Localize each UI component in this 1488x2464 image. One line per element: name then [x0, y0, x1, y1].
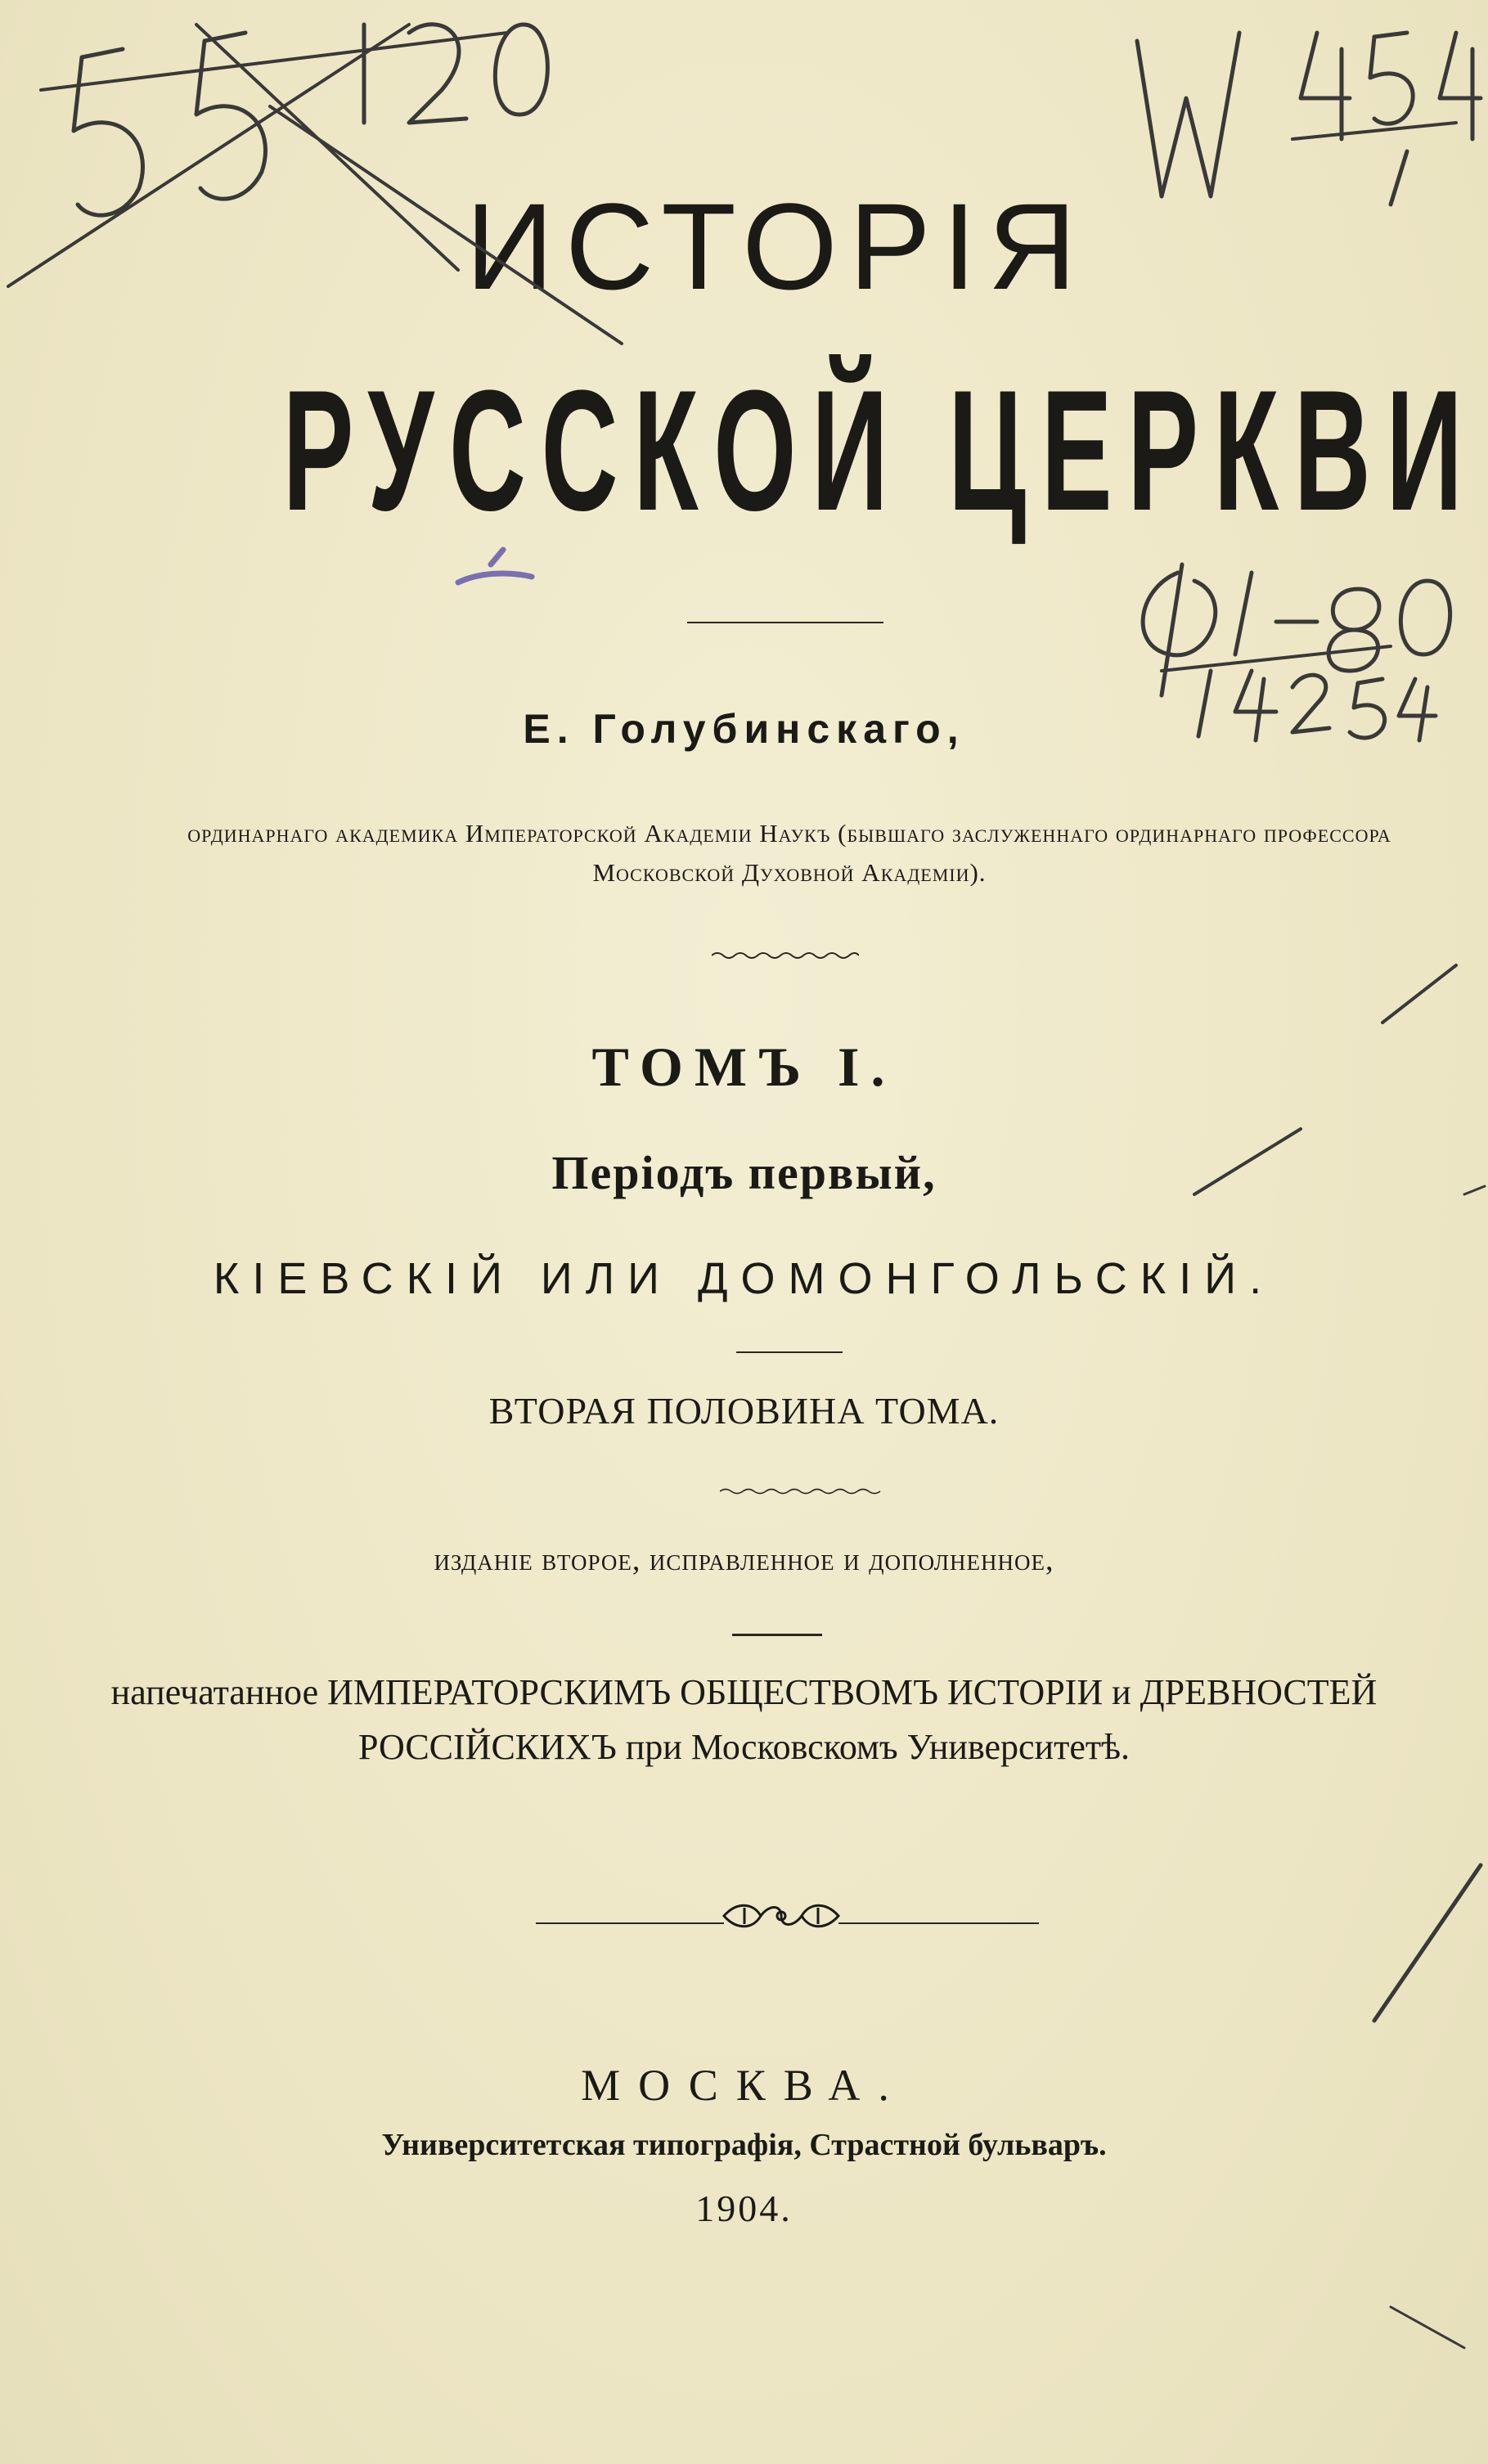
pencil-digit-5b [196, 33, 266, 199]
title-line-1: ИСТОРІЯ [465, 178, 1088, 315]
publisher-line-1: напечатанное ИМПЕРАТОРСКИМЪ ОБЩЕСТВОМЪ ИСТОРІИ и ДРЕВНОСТЕЙ [110, 1672, 1378, 1712]
volume-label: ТОМЪ I. [591, 1036, 897, 1098]
title-line-2: РУССКОЙ ЦЕРКВИ [282, 354, 1478, 546]
violet-ink-mark [458, 550, 532, 582]
edition-label: изданіе второе, исправленное и дополненное, [434, 1543, 1054, 1577]
author-description: ординарнаго академика Императорской Академіи Наукъ (бывшаго заслуженнаго ординарнаго профессора Московской Духовной Академіи). [187, 819, 1391, 887]
period-name: КІЕВСКІЙ ИЛИ ДОМОНГОЛЬСКІЙ. [213, 1254, 1275, 1303]
publication-year: 1904. [695, 2187, 793, 2229]
author-name: Е. Голубинскаго, [523, 706, 965, 752]
divider-rule [687, 622, 883, 623]
publisher-line-2: РОССІЙСКИХЪ при Московскомъ Университетѣ. [358, 1727, 1130, 1767]
wavy-divider-2 [720, 1485, 883, 1498]
city-name: МОСКВА. [581, 2061, 907, 2110]
divider-rule-3 [732, 1634, 822, 1636]
fleuron-ornament-icon [720, 1898, 843, 1934]
ornament-rule-left [536, 1922, 724, 1924]
volume-half-label: ВТОРАЯ ПОЛОВИНА ТОМА. [488, 1390, 1000, 1432]
wavy-divider-1 [712, 949, 859, 962]
period-label: Періодъ первый, [551, 1146, 937, 1199]
divider-rule-2 [736, 1351, 843, 1353]
printing-house: Университетская типографія, Страстной бульваръ. [381, 2128, 1107, 2162]
ornament-rule-right [838, 1922, 1039, 1924]
